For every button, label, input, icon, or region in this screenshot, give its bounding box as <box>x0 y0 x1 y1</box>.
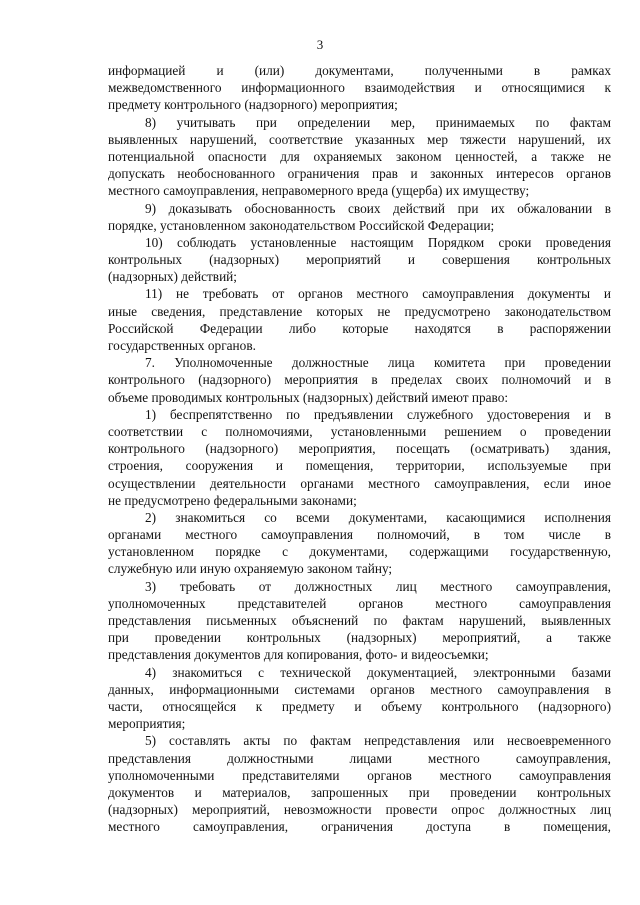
text-line: объеме проводимых контрольных (надзорных) действий имеют право: <box>108 389 509 405</box>
text-line: предмету контрольного (надзорного) мероприятия; <box>108 97 398 113</box>
text-line: органами местного самоуправления полномочий, в том числе в <box>108 527 611 543</box>
document-body <box>108 62 611 835</box>
text-line: представления должностными лицами местного самоуправления, <box>108 750 611 766</box>
text-line: выявленных нарушений, соответствие указанных мер тяжести нарушений, их <box>108 131 611 147</box>
text-line: соответствии с полномочиями, установленными решением о проведении <box>108 423 611 439</box>
text-line: местного самоуправления, неправомерного вреда (ущерба) их имуществу; <box>108 183 530 199</box>
text-line: 4) знакомиться с технической документацией, электронными базами <box>145 664 611 680</box>
text-line: осуществлении деятельности органами местного самоуправления, если иное <box>108 475 611 491</box>
text-line: 1) беспрепятственно по предъявлении служебного удостоверения и в <box>145 406 611 422</box>
text-line: потенциальной опасности для охраняемых законом ценностей, а также не <box>108 148 611 164</box>
text-line: не предусмотрено федеральными законами; <box>108 492 357 508</box>
text-line: представления письменных объяснений по фактам нарушений, выявленных <box>108 613 611 628</box>
text-line: местного самоуправления, ограничения доступа в помещения, <box>108 819 611 835</box>
text-line: 8) учитывать при определении мер, принимаемых по фактам <box>145 114 611 130</box>
text-line: уполномоченными представителями органов местного самоуправления <box>108 767 611 783</box>
text-line: установленном порядке с документами, содержащими государственную, <box>108 544 611 560</box>
text-line: документов и материалов, запрошенных при проведении контрольных <box>108 784 611 800</box>
text-line: 7. Уполномоченные должностные лица комитета при проведении <box>145 355 611 371</box>
text-line: строения, сооружения и помещения, территории, используемые при <box>108 458 611 474</box>
text-line: допускать необоснованного ограничения прав и законных интересов органов <box>108 166 611 182</box>
text-line: контрольного (надзорного) мероприятия в пределах своих полномочий и в <box>108 372 611 388</box>
text-line: 3) требовать от должностных лиц местного самоуправления, <box>145 578 611 594</box>
text-line: уполномоченных представителей органов местного самоуправления <box>108 595 611 611</box>
text-line: служебную или иную охраняемую законом тайну; <box>108 561 393 577</box>
text-line: 10) соблюдать установленные настоящим Порядком сроки проведения <box>145 234 611 250</box>
text-line: 5) составлять акты по фактам непредставления или несвоевременного <box>145 733 611 749</box>
text-line: 11) не требовать от органов местного самоуправления документы и <box>145 286 611 302</box>
text-line: Российской Федерации либо которые находятся в распоряжении <box>108 320 611 336</box>
text-line: части, относящейся к предмету и объему контрольного (надзорного) <box>108 698 611 714</box>
text-line: контрольных (надзорных) мероприятий и совершения контрольных <box>108 252 611 268</box>
text-line: при проведении контрольных (надзорных) мероприятий, а также <box>108 630 611 646</box>
text-line: иные сведения, представление которых не предусмотрено законодательством <box>108 303 611 319</box>
text-line: представления документов для копирования, фото- и видеосъемки; <box>108 647 489 663</box>
text-line: государственных органов. <box>108 338 256 353</box>
text-line: данных, информационными системами органов местного самоуправления в <box>108 681 611 697</box>
text-line: 9) доказывать обоснованность своих действий при их обжаловании в <box>145 200 611 216</box>
text-line: 2) знакомиться со всеми документами, касающимися исполнения <box>145 509 611 525</box>
text-line: (надзорных) мероприятий, невозможности провести опрос должностных лиц <box>108 802 611 818</box>
text-line: (надзорных) действий; <box>108 269 237 285</box>
text-line: порядке, установленном законодательством Российской Федерации; <box>108 217 495 233</box>
page-number: 3 <box>316 37 324 52</box>
text-line: информацией и (или) документами, полученными в рамках <box>108 63 611 78</box>
text-line: межведомственного информационного взаимодействия и относящимися к <box>108 80 611 96</box>
text-line: контрольного (надзорного) мероприятия, посещать (осматривать) здания, <box>108 441 611 457</box>
text-line: мероприятия; <box>108 716 186 732</box>
